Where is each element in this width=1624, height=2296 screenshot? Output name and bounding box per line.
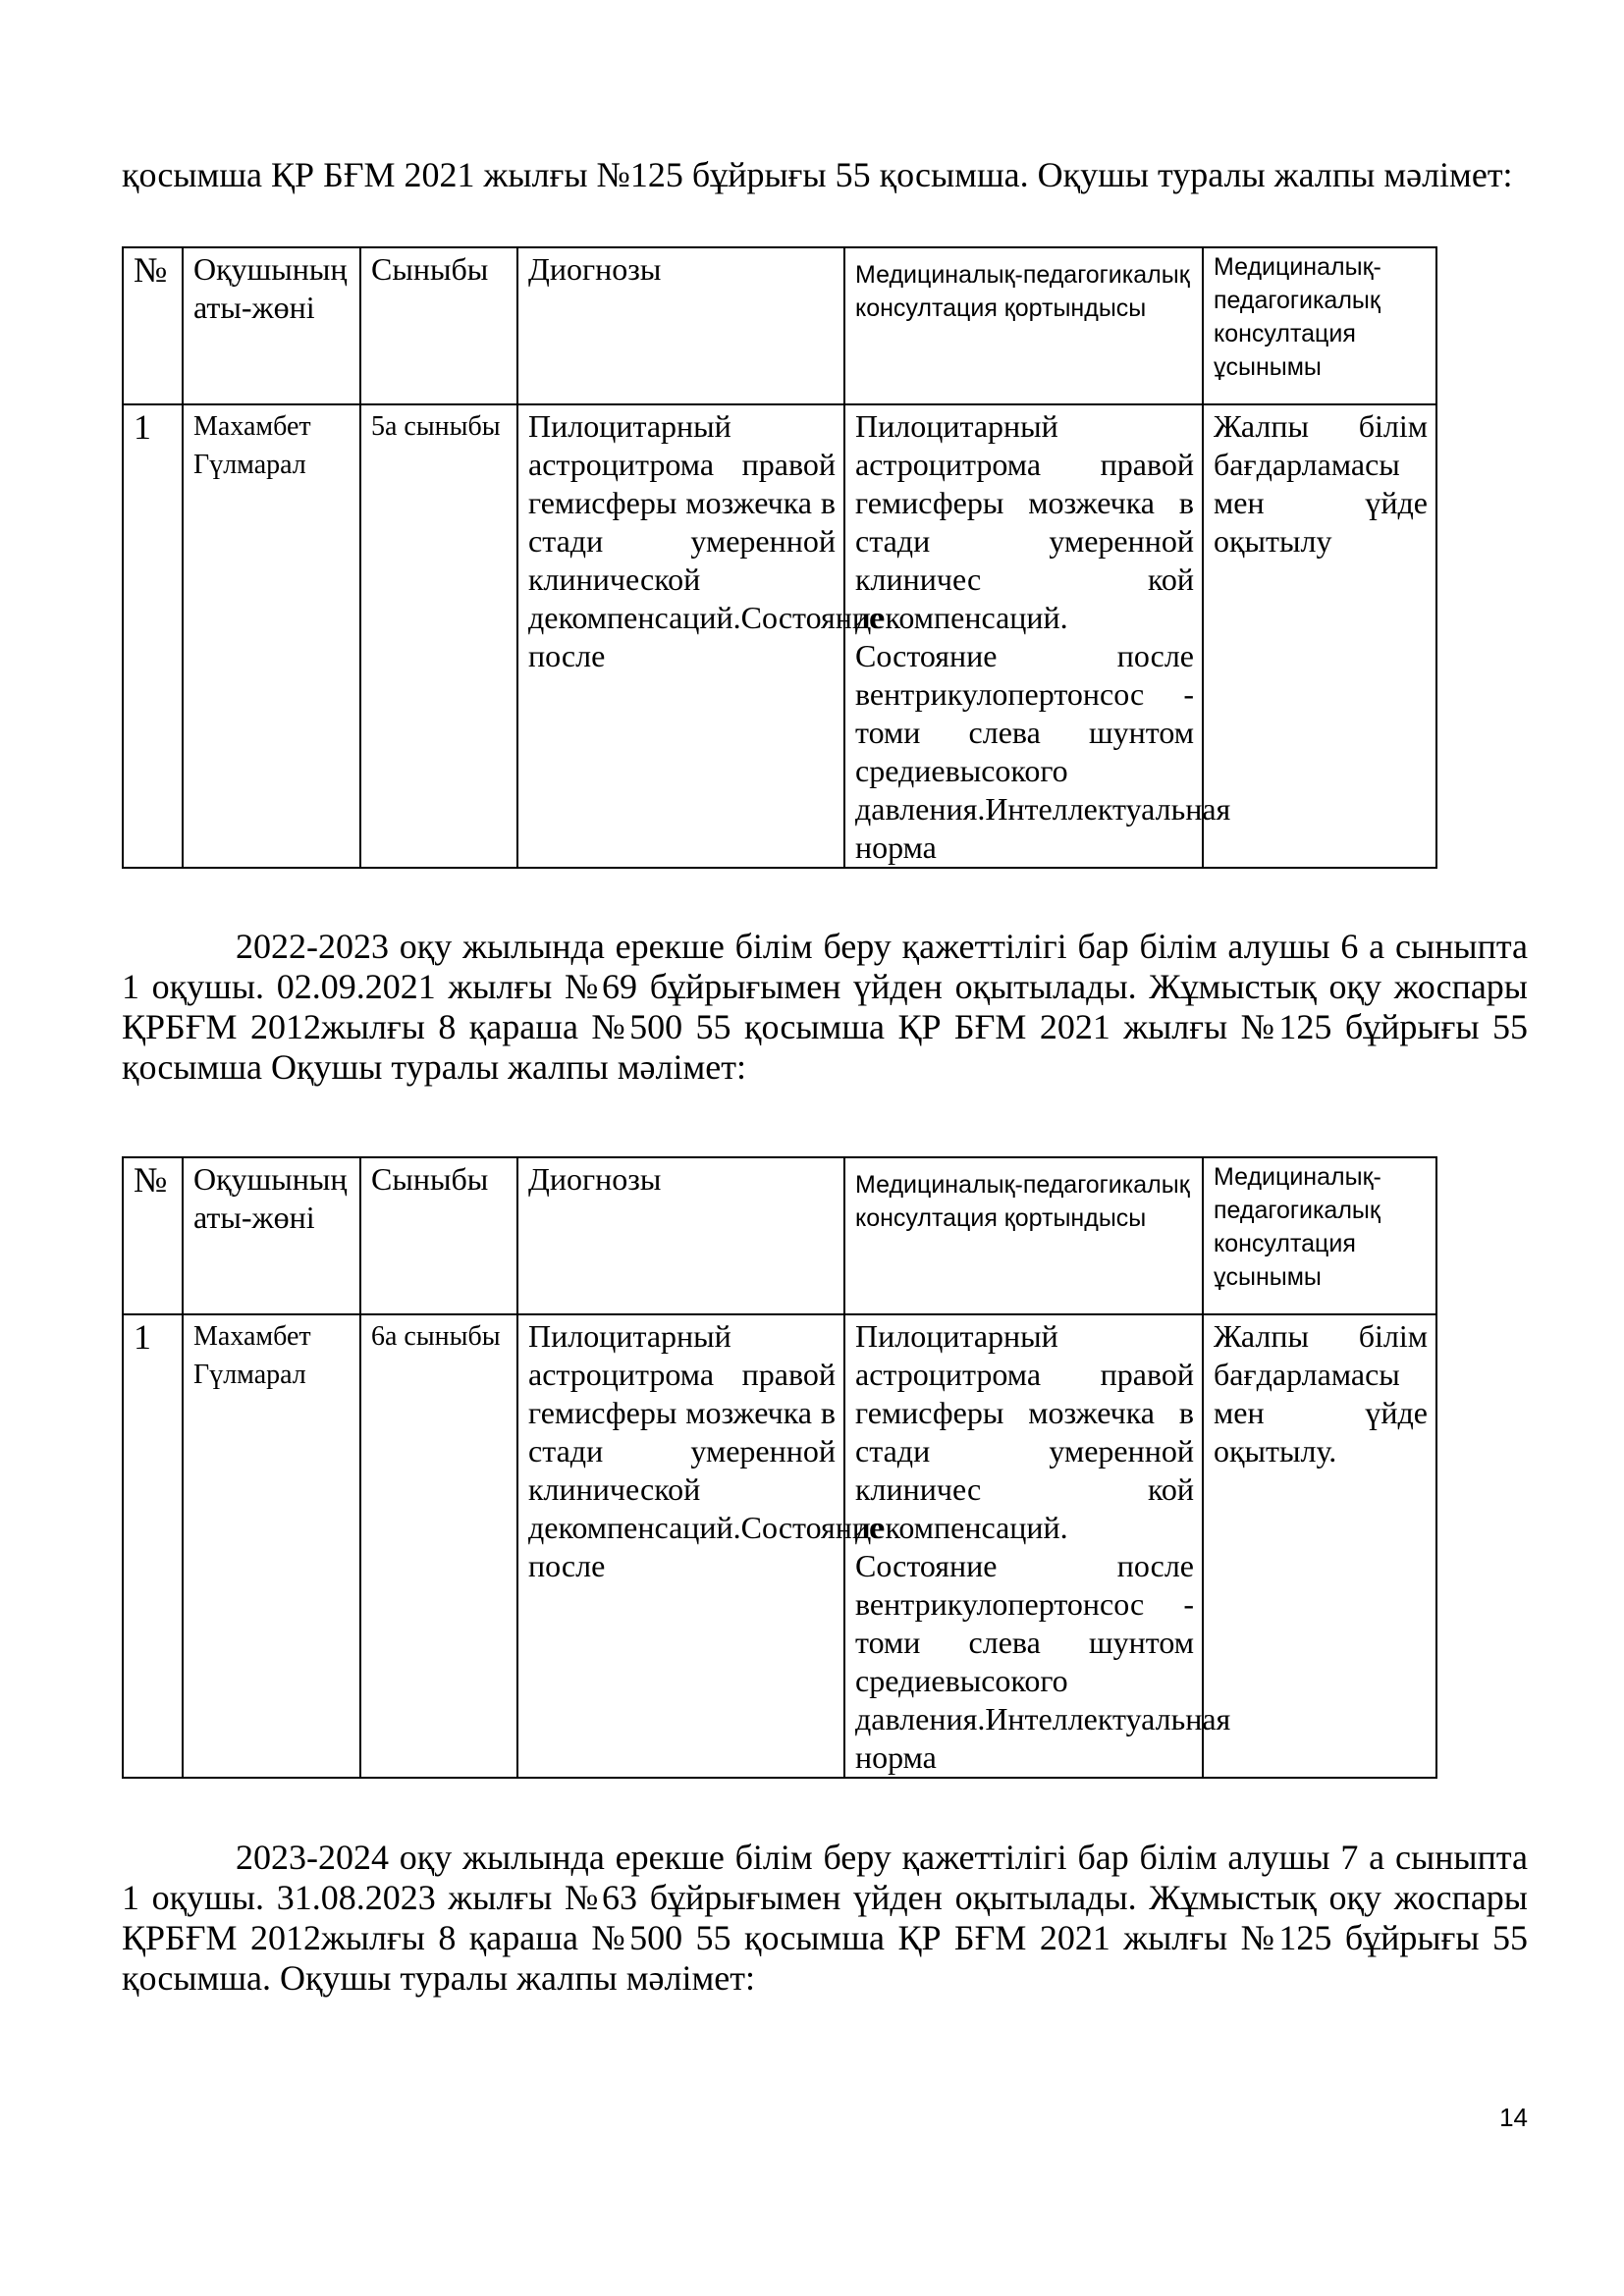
header-consultation-conclusion: Медициналық-педагогикалық консултация қортындысы bbox=[844, 1157, 1203, 1314]
row-student-name: Махамбет Гүлмарал bbox=[183, 1314, 360, 1778]
paragraph-2023-2024: 2023-2024 оқу жылында ерекше білім беру қажеттілігі бар білім алушы 7 а сыныпта 1 оқушы. 31.08.2023 жылғы №63 бұйрығымен үйден оқытылады. Жұмыстық оқу жоспары ҚРБҒМ 2012жылғы 8 қараша №500 55 қосымша ҚР БҒМ 2021 жылғы №125 бұйрығы 55 қосымша. Оқушы туралы жалпы мәлімет: bbox=[122, 1838, 1528, 1998]
row-grade: 5а сыныбы bbox=[360, 404, 517, 868]
header-grade: Сыныбы bbox=[360, 1157, 517, 1314]
row-diagnosis: Пилоцитарный астроцитрома правой гемисферы мозжечка в стади умеренной клинической декомпенсаций.Состояние после bbox=[517, 404, 844, 868]
row-number: 1 bbox=[123, 404, 183, 868]
table-header-row bbox=[123, 1157, 1436, 1314]
header-grade: Сыныбы bbox=[360, 247, 517, 404]
header-student-name: Оқушының аты-жөні bbox=[183, 1157, 360, 1314]
header-consultation-recommendation: Медициналық-педагогикалық консултация ұсынымы bbox=[1203, 247, 1436, 404]
header-student-name: Оқушының аты-жөні bbox=[183, 247, 360, 404]
row-consultation-recommendation: Жалпы білім бағдарламасы мен үйде оқытылу bbox=[1203, 404, 1436, 868]
header-number: № bbox=[123, 247, 183, 404]
row-consultation-conclusion: Пилоцитарный астроцитрома правой гемисферы мозжечка в стади умеренной клиничес кой декомпенсаций. Состояние после вентрикулопертонсос - томи слева шунтом средиевысокого давления.Интеллектуальная норма bbox=[844, 1314, 1203, 1778]
paragraph-2022-2023: 2022-2023 оқу жылында ерекше білім беру қажеттілігі бар білім алушы 6 а сыныпта 1 оқушы. 02.09.2021 жылғы №69 бұйрығымен үйден оқытылады. Жұмыстық оқу жоспары ҚРБҒМ 2012жылғы 8 қараша №500 55 қосымша ҚР БҒМ 2021 жылғы №125 бұйрығы 55 қосымша Оқушы туралы жалпы мәлімет: bbox=[122, 927, 1528, 1087]
student-info-table-2 bbox=[122, 1156, 1437, 1779]
row-grade: 6а сыныбы bbox=[360, 1314, 517, 1778]
row-consultation-conclusion: Пилоцитарный астроцитрома правой гемисферы мозжечка в стади умеренной клиничес кой декомпенсаций. Состояние после вентрикулопертонсос - томи слева шунтом средиевысокого давления.Интеллектуальная норма bbox=[844, 404, 1203, 868]
row-number: 1 bbox=[123, 1314, 183, 1778]
table-header-row bbox=[123, 247, 1436, 404]
student-info-table-1 bbox=[122, 246, 1437, 869]
header-diagnosis: Диогнозы bbox=[517, 1157, 844, 1314]
page-number: 14 bbox=[1499, 2103, 1528, 2132]
header-consultation-recommendation: Медициналық-педагогикалық консултация ұсынымы bbox=[1203, 1157, 1436, 1314]
header-diagnosis: Диогнозы bbox=[517, 247, 844, 404]
table-row bbox=[123, 404, 1436, 868]
row-consultation-recommendation: Жалпы білім бағдарламасы мен үйде оқытылу. bbox=[1203, 1314, 1436, 1778]
row-diagnosis: Пилоцитарный астроцитрома правой гемисферы мозжечка в стади умеренной клинической декомпенсаций.Состояние после bbox=[517, 1314, 844, 1778]
header-number: № bbox=[123, 1157, 183, 1314]
header-consultation-conclusion: Медициналық-педагогикалық консултация қортындысы bbox=[844, 247, 1203, 404]
intro-paragraph: қосымша ҚР БҒМ 2021 жылғы №125 бұйрығы 55 қосымша. Оқушы туралы жалпы мәлімет: bbox=[122, 155, 1513, 194]
row-student-name: Махамбет Гүлмарал bbox=[183, 404, 360, 868]
table-row bbox=[123, 1314, 1436, 1778]
